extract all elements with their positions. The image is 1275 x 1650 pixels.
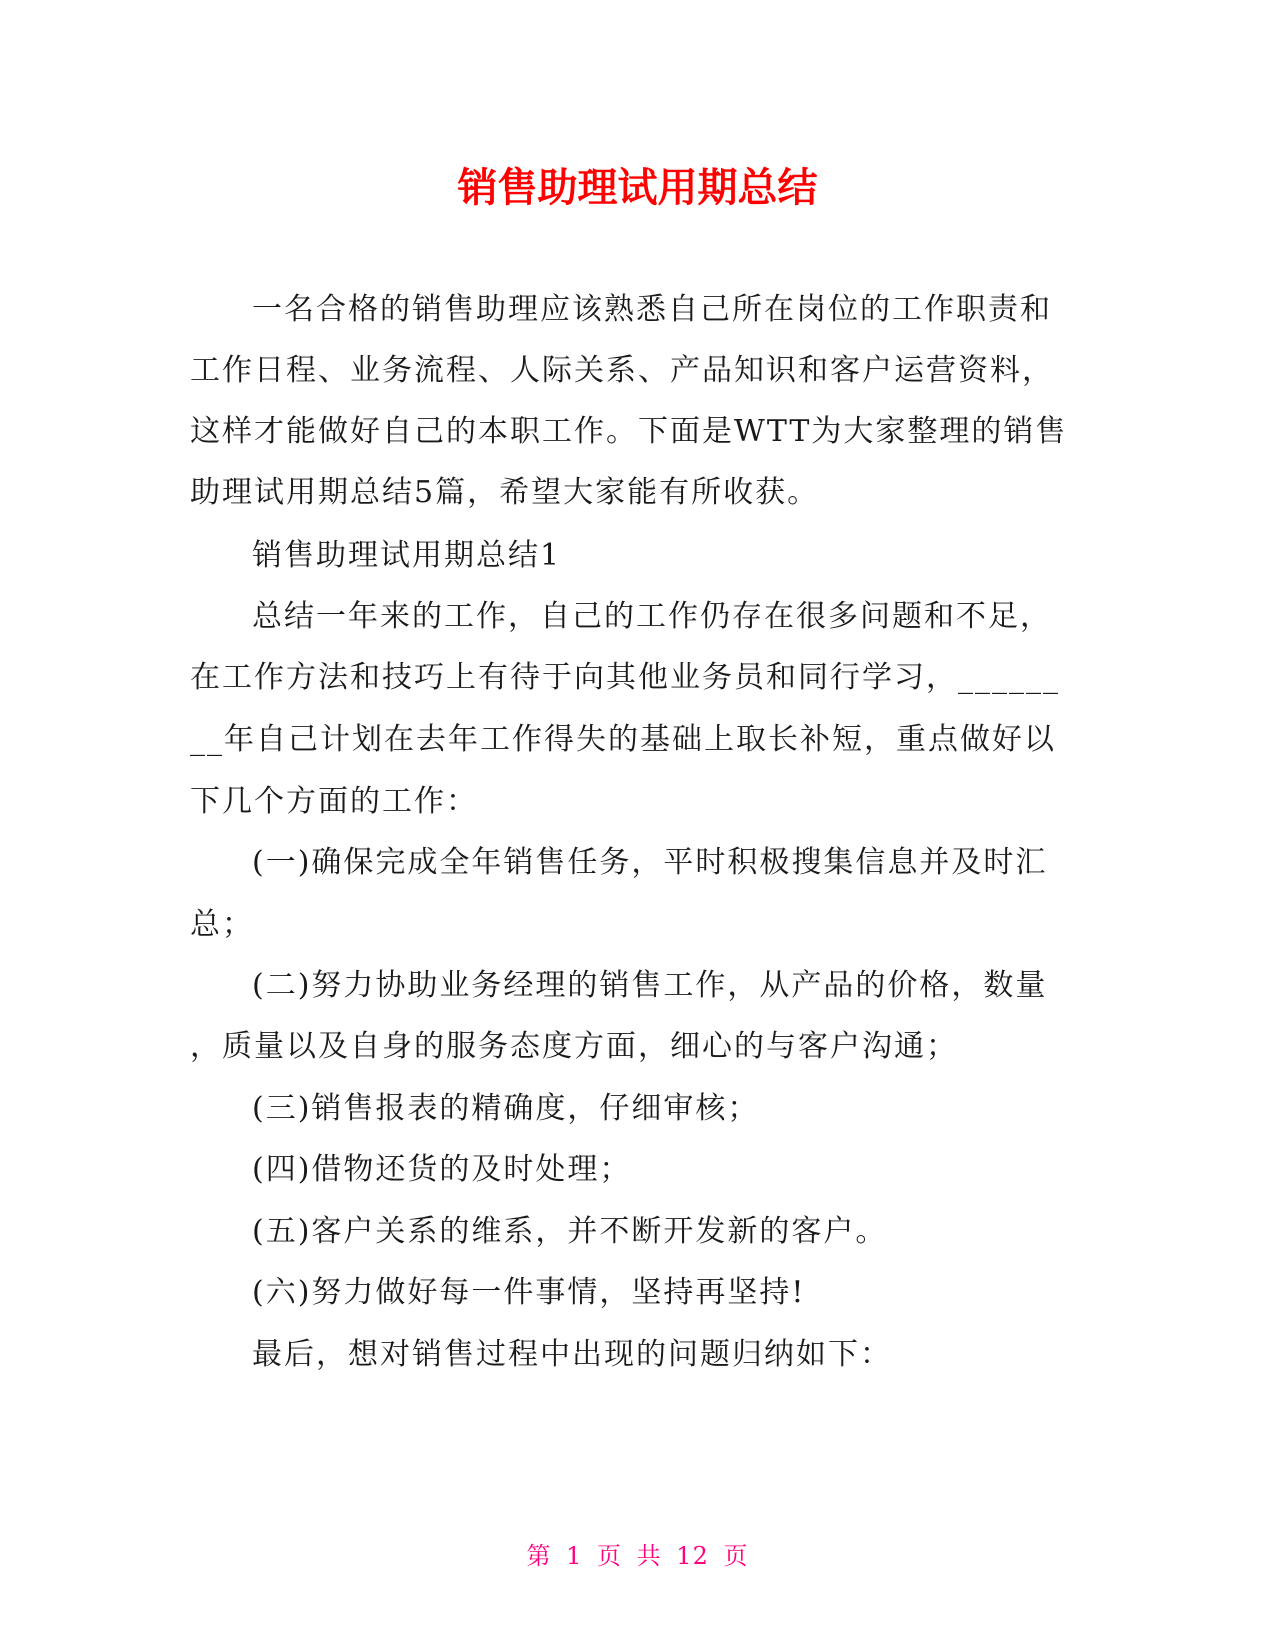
list-item-line: (三)销售报表的精确度，仔细审核； xyxy=(252,1091,760,1126)
paragraph-line: 下几个方面的工作： xyxy=(190,784,478,819)
paragraph-line: 助理试用期总结5篇，希望大家能有所收获。 xyxy=(190,475,820,510)
paragraph-line: 工作日程、业务流程、人际关系、产品知识和客户运营资料， xyxy=(190,353,1054,388)
paragraph-line: __年自己计划在去年工作得失的基础上取长补短，重点做好以 xyxy=(190,722,1056,757)
list-item-line: (一)确保完成全年销售任务，平时积极搜集信息并及时汇 xyxy=(252,845,1048,880)
paragraph-line: 一名合格的销售助理应该熟悉自己所在岗位的工作职责和 xyxy=(252,292,1052,327)
paragraph-line: 这样才能做好自己的本职工作。下面是WTT为大家整理的销售 xyxy=(190,414,1068,449)
list-item-line: ，质量以及自身的服务态度方面，细心的与客户沟通； xyxy=(190,1029,958,1064)
list-item-line: (四)借物还货的及时处理； xyxy=(252,1152,632,1187)
list-item-line: 总； xyxy=(190,907,254,942)
list-item-line: (二)努力协助业务经理的销售工作，从产品的价格，数量 xyxy=(252,968,1048,1003)
paragraph-line: 总结一年来的工作，自己的工作仍存在很多问题和不足， xyxy=(252,599,1052,634)
paragraph-line: 最后，想对销售过程中出现的问题归纳如下： xyxy=(252,1337,892,1372)
section-heading: 销售助理试用期总结1 xyxy=(252,538,562,573)
page-footer: 第 1 页 共 12 页 xyxy=(526,1542,749,1570)
list-item-line: (六)努力做好每一件事情，坚持再坚持! xyxy=(252,1275,806,1310)
list-item-line: (五)客户关系的维系，并不断开发新的客户。 xyxy=(252,1214,888,1249)
document-title: 销售助理试用期总结 xyxy=(457,165,818,211)
paragraph-line: 在工作方法和技巧上有待于向其他业务员和同行学习，______ xyxy=(190,660,1060,695)
